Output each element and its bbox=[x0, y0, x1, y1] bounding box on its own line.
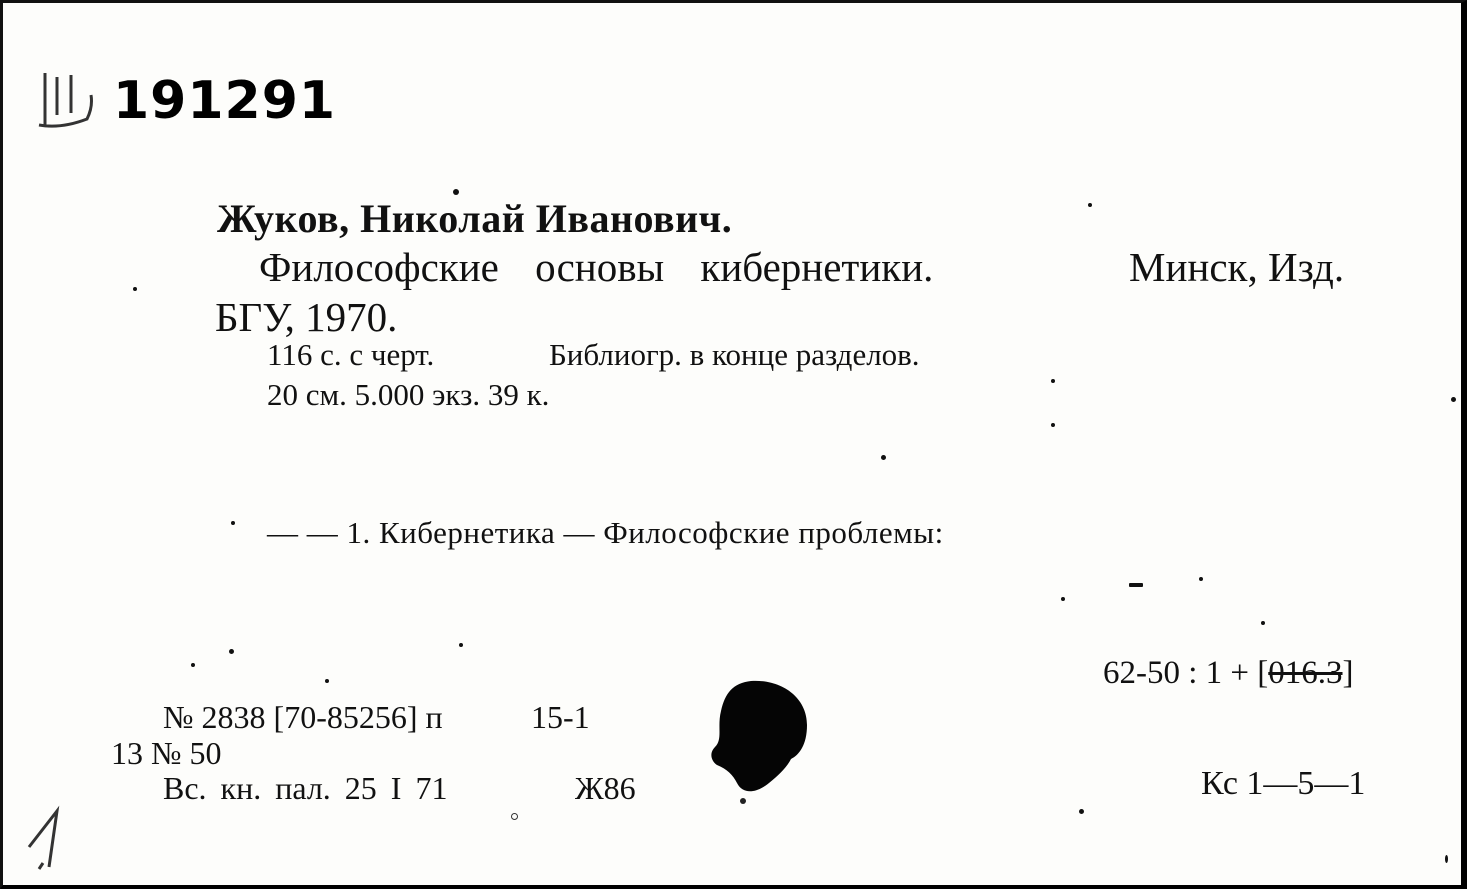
speck bbox=[453, 189, 459, 195]
author-heading: Жуков, Николай Иванович. bbox=[217, 196, 733, 241]
speck bbox=[1088, 203, 1092, 207]
speck bbox=[881, 455, 886, 460]
speck bbox=[1445, 855, 1448, 863]
registry-batch: 13 № 50 bbox=[111, 735, 222, 771]
handwritten-mark bbox=[31, 65, 111, 145]
registry-number: № 2838 [70-85256] п bbox=[163, 699, 443, 735]
publisher-year: БГУ, 1970. bbox=[215, 294, 398, 340]
shelf-code: Кс 1—5—1 bbox=[1201, 765, 1366, 802]
speck bbox=[325, 679, 329, 683]
collation-pages: 116 с. с черт. bbox=[267, 337, 435, 372]
card-serial-number: 191291 bbox=[113, 71, 337, 131]
collation-bibliography: Библиогр. в конце разделов. bbox=[549, 337, 920, 372]
handwritten-number bbox=[21, 803, 71, 873]
classification-code bbox=[1103, 655, 1354, 692]
classification-struck: 016.3 bbox=[1268, 655, 1343, 691]
registry-code: 15-1 bbox=[531, 699, 590, 735]
classification-suffix: ] bbox=[1342, 655, 1354, 691]
ink-blot bbox=[703, 679, 815, 809]
author-mark: Ж86 bbox=[575, 770, 636, 806]
classification-prefix: 62-50 : 1 + [ bbox=[1103, 655, 1269, 691]
speck bbox=[231, 521, 235, 525]
speck bbox=[1051, 379, 1055, 383]
speck bbox=[459, 643, 463, 647]
book-title: Философские основы кибернетики. bbox=[259, 244, 934, 290]
speck bbox=[1261, 621, 1265, 625]
subject-heading: — — 1. Кибернетика — Философские проблемы: bbox=[267, 515, 944, 550]
speck bbox=[1451, 397, 1456, 402]
speck bbox=[1061, 597, 1065, 601]
speck bbox=[191, 663, 195, 667]
speck bbox=[511, 813, 518, 820]
speck bbox=[133, 287, 137, 291]
speck bbox=[1051, 423, 1055, 427]
book-chamber-date: Вс. кн. пал. 25 I 71 bbox=[163, 770, 448, 806]
speck bbox=[1079, 809, 1084, 814]
publisher-place: Минск, Изд. bbox=[1129, 244, 1345, 290]
collation-size: 20 см. 5.000 экз. 39 к. bbox=[267, 377, 550, 412]
speck bbox=[1199, 577, 1203, 581]
speck bbox=[229, 649, 234, 654]
speck bbox=[1129, 583, 1143, 587]
